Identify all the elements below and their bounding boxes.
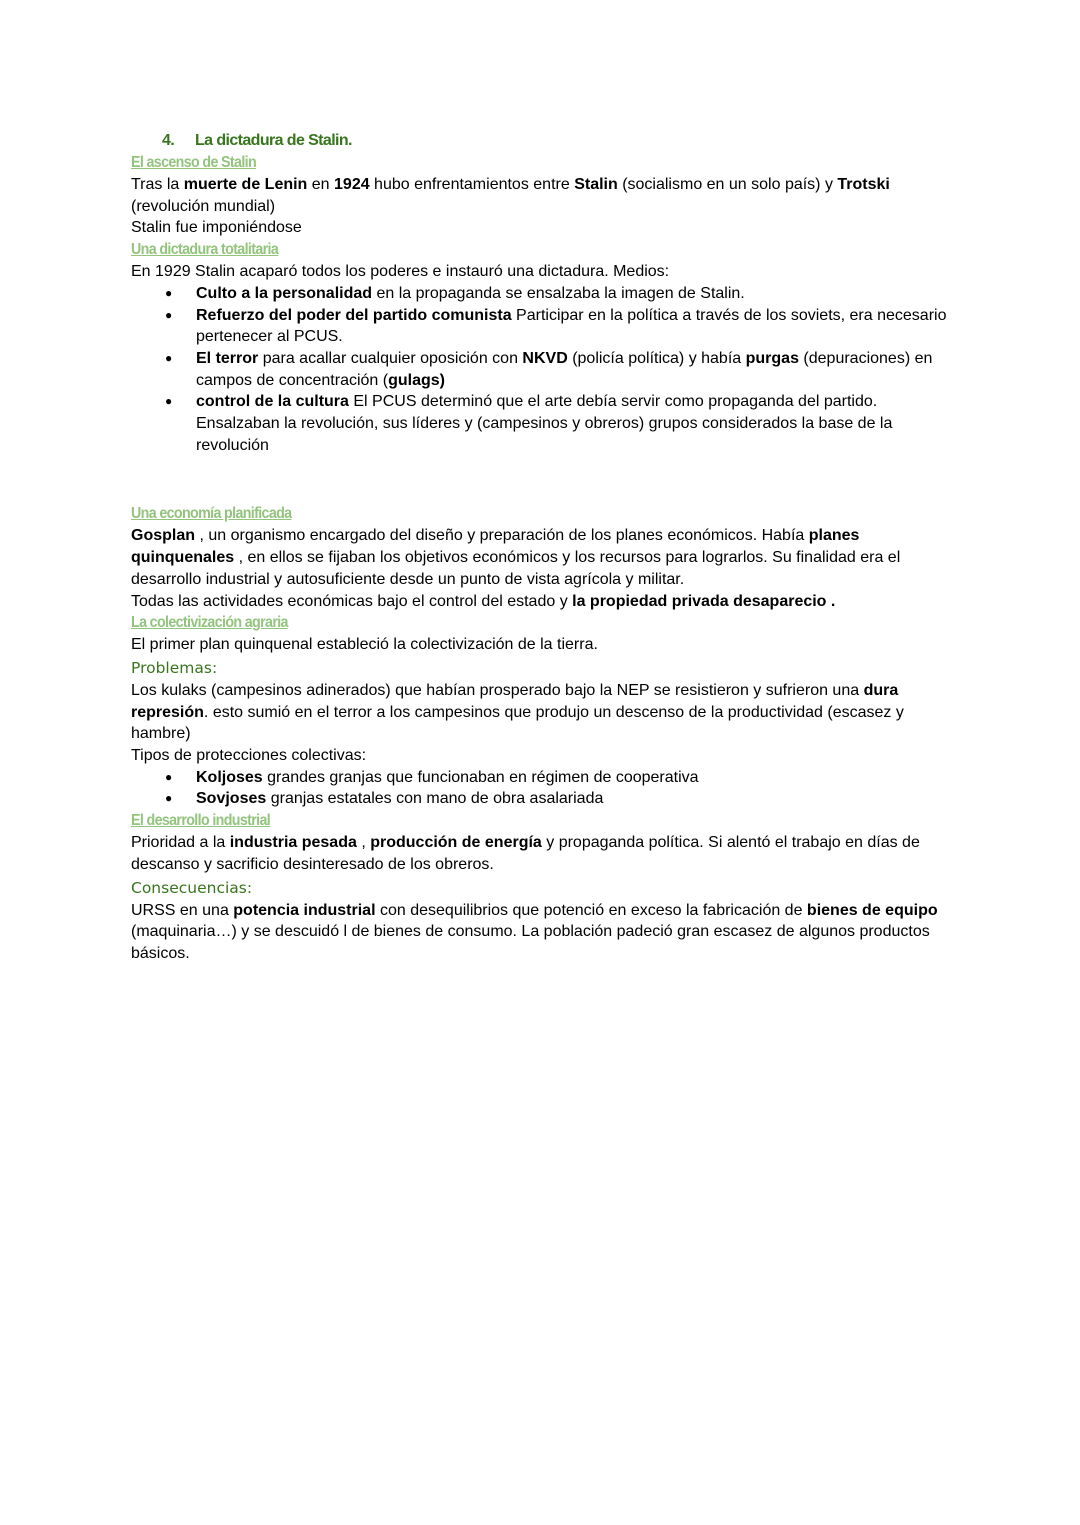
list-medios <box>131 283 961 457</box>
paragraph-ascenso: Tras la muerte de Lenin en 1924 hubo enfrentamientos entre Stalin (socialismo en un solo país) y Trotski (revolución mundial) <box>131 176 890 215</box>
document-content <box>131 130 961 965</box>
list-protecciones <box>131 767 961 810</box>
subheading-problemas: Problemas: <box>131 658 218 677</box>
heading-colectivizacion: La colectivización agraria <box>131 614 288 632</box>
list-item: ● Sovjoses granjas estatales con mano de obra asalariada <box>131 788 961 810</box>
paragraph-tipos: Tipos de protecciones colectivas: <box>131 747 367 765</box>
paragraph-stalin-imponiendose: Stalin fue imponiéndose <box>131 219 302 237</box>
section-number: 4. <box>162 132 175 149</box>
heading-totalitaria: Una dictadura totalitaria <box>131 241 279 259</box>
section-title-text: La dictadura de Stalin. <box>195 132 352 149</box>
paragraph-control-estado: Todas las actividades económicas bajo el control del estado y la propiedad privada desaparecio . <box>131 592 836 610</box>
paragraph-primer-plan: El primer plan quinquenal estableció la colectivización de la tierra. <box>131 636 598 654</box>
heading-economia: Una economía planificada <box>131 505 292 523</box>
paragraph-kulaks: Los kulaks (campesinos adinerados) que habían prosperado bajo la NEP se resistieron y sufrieron una dura represión. esto sumió en el terror a los campesinos que produjo un descenso de la productividad (escasez y hambre) <box>131 681 904 743</box>
section-title <box>162 130 961 152</box>
list-item: ● Culto a la personalidad en la propaganda se ensalzaba la imagen de Stalin. <box>131 283 961 305</box>
list-item: ● control de la cultura El PCUS determinó que el arte debía servir como propaganda del partido. Ensalzaban la revolución, sus líderes y (campesinos y obreros) grupos considerados la base de la revolución <box>131 391 961 456</box>
heading-industrial: El desarrollo industrial <box>131 812 271 830</box>
list-item: ● Koljoses grandes granjas que funcionaban en régimen de cooperativa <box>131 767 961 789</box>
subheading-consecuencias: Consecuencias: <box>131 878 253 897</box>
paragraph-prioridad: Prioridad a la industria pesada , producción de energía y propaganda política. Si alentó el trabajo en días de descanso y sacrificio desinteresado de los obreros. <box>131 834 920 873</box>
heading-ascenso: El ascenso de Stalin <box>131 154 257 171</box>
list-item: ● El terror para acallar cualquier oposición con NKVD (policía política) y había purgas (depuraciones) en campos de concentración (gulags) <box>131 348 961 391</box>
list-item: ● Refuerzo del poder del partido comunista Participar en la política a través de los soviets, era necesario pertenecer al PCUS. <box>131 305 961 348</box>
paragraph-totalitaria-intro: En 1929 Stalin acaparó todos los poderes e instauró una dictadura. Medios: <box>131 263 670 281</box>
paragraph-gosplan: Gosplan , un organismo encargado del diseño y preparación de los planes económicos. Había planes quinquenales , en ellos se fijaban los objetivos económicos y los recursos para lograrlos. Su finalidad era el desarrollo industrial y autosuficiente desde un punto de vista agrícola y militar. <box>131 527 901 588</box>
paragraph-urss: URSS en una potencia industrial con desequilibrios que potenció en exceso la fabricación de bienes de equipo (maquinaria…) y se descuidó l de bienes de consumo. La población padeció gran escasez de algunos productos básicos. <box>131 901 938 962</box>
